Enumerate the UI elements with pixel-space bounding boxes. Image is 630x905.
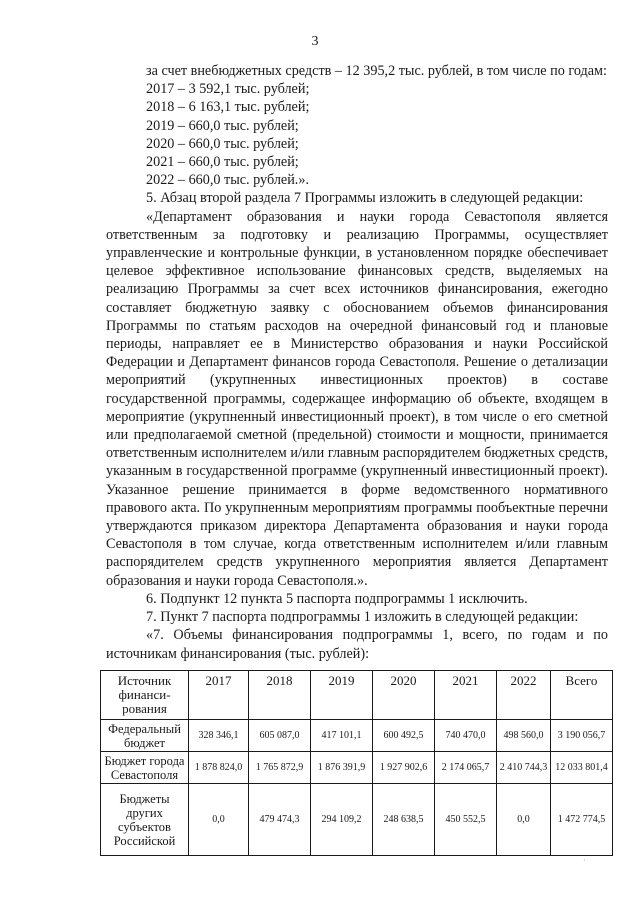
cell-value: 498 560,0 xyxy=(497,720,551,752)
cell-value: 1 876 391,9 xyxy=(311,752,373,784)
paragraph-7: 7. Пункт 7 паспорта подпрограммы 1 изложить в следующей редакции: xyxy=(146,609,579,626)
header-2020: 2020 xyxy=(373,671,435,720)
cell-value: 600 492,5 xyxy=(373,720,435,752)
intro-line: за счет внебюджетных средств – 12 395,2 тыс. рублей, в том числе по годам: xyxy=(146,63,607,79)
quoted-paragraph: «Департамент образования и науки города Севастополя является ответственным за подготовку и реализацию Программы, осуществляет управленческие и контрольные функции, в установленном порядке обеспечивает целевое эффективное использование финансовых средств, выделяемых на реализацию Программы за счет всех источников финансирования, ежегодно составляет бюджетную заявку с обоснованием объемов финансирования Программы по статьям расходов на очередной финансовый год и плановые периоды, направляет ее в Министерство образования и науки Российской Федерации и Департамент финансов города Севастополя. Решение о детализации мероприятий (укрупненных инвестиционных проектов) в составе государственной программы, содержащее информацию об объекте, входящем в мероприятие (укрупненный инвестиционный проект), в том числе о его сметной или предполагаемой сметной (предельной) стоимости и мощности, принимается ответственным исполнителем и/или главным распорядителем бюджетных средств, указанным в государственной программе (укрупненный инвестиционный проект). Указанное решение принимается в форме ведомственного нормативного правового акта. По укрупненным мероприятиям программы пообъектные перечни утверждаются приказом директора Департамента образования и науки города Севастополя в том случае, когда ответственным исполнителем и/или главным распорядителем средств укрупненного мероприятия является Департамент образования и науки города Севастополя.». xyxy=(106,208,608,589)
cell-value: 294 109,2 xyxy=(311,784,373,856)
header-2019: 2019 xyxy=(311,671,373,720)
table-header-row xyxy=(101,671,613,720)
page-number: 3 xyxy=(311,34,319,49)
cell-value: 12 033 801,4 xyxy=(551,752,613,784)
table-row xyxy=(101,752,613,784)
row-source: Бюджеты других субъектов Российской xyxy=(101,784,189,856)
header-2022: 2022 xyxy=(497,671,551,720)
cell-value: 1 472 774,5 xyxy=(551,784,613,856)
cell-value: 3 190 056,7 xyxy=(551,720,613,752)
row-source: Федеральный бюджет xyxy=(101,720,189,752)
header-2017: 2017 xyxy=(189,671,249,720)
paragraph-5: 5. Абзац второй раздела 7 Программы изложить в следующей редакции: xyxy=(146,190,584,207)
cell-value: 1 878 824,0 xyxy=(189,752,249,784)
financing-table xyxy=(100,670,613,856)
paragraph-6: 6. Подпункт 12 пункта 5 паспорта подпрограммы 1 исключить. xyxy=(146,590,528,607)
row-source: Бюджет города Севастополя xyxy=(101,752,189,784)
cell-value: 1 765 872,9 xyxy=(249,752,311,784)
cell-value: 417 101,1 xyxy=(311,720,373,752)
cell-value: 740 470,0 xyxy=(435,720,497,752)
table-row xyxy=(101,720,613,752)
cell-value: 2 174 065,7 xyxy=(435,752,497,784)
header-source: Источник финанси-рования xyxy=(101,671,189,720)
scan-dot-mark: · xyxy=(583,856,586,865)
table-row xyxy=(101,784,613,856)
year-line-2022: 2022 – 660,0 тыс. рублей.». xyxy=(146,172,309,189)
year-line-2021: 2021 – 660,0 тыс. рублей; xyxy=(146,154,299,171)
header-2021: 2021 xyxy=(435,671,497,720)
year-line-2018: 2018 – 6 163,1 тыс. рублей; xyxy=(146,99,310,116)
cell-value: 1 927 902,6 xyxy=(373,752,435,784)
cell-value: 2 410 744,3 xyxy=(497,752,551,784)
document-body xyxy=(106,62,608,663)
header-2018: 2018 xyxy=(249,671,311,720)
year-line-2020: 2020 – 660,0 тыс. рублей; xyxy=(146,135,299,152)
paragraph-7-item: «7. Объемы финансирования подпрограммы 1, всего, по годам и по источникам финансирования (тыс. рублей): xyxy=(106,627,608,662)
cell-value: 479 474,3 xyxy=(249,784,311,856)
year-line-2017: 2017 – 3 592,1 тыс. рублей; xyxy=(146,81,310,98)
cell-value: 0,0 xyxy=(497,784,551,856)
cell-value: 0,0 xyxy=(189,784,249,856)
cell-value: 450 552,5 xyxy=(435,784,497,856)
year-line-2019: 2019 – 660,0 тыс. рублей; xyxy=(146,117,299,134)
cell-value: 248 638,5 xyxy=(373,784,435,856)
header-total: Всего xyxy=(551,671,613,720)
cell-value: 328 346,1 xyxy=(189,720,249,752)
cell-value: 605 087,0 xyxy=(249,720,311,752)
